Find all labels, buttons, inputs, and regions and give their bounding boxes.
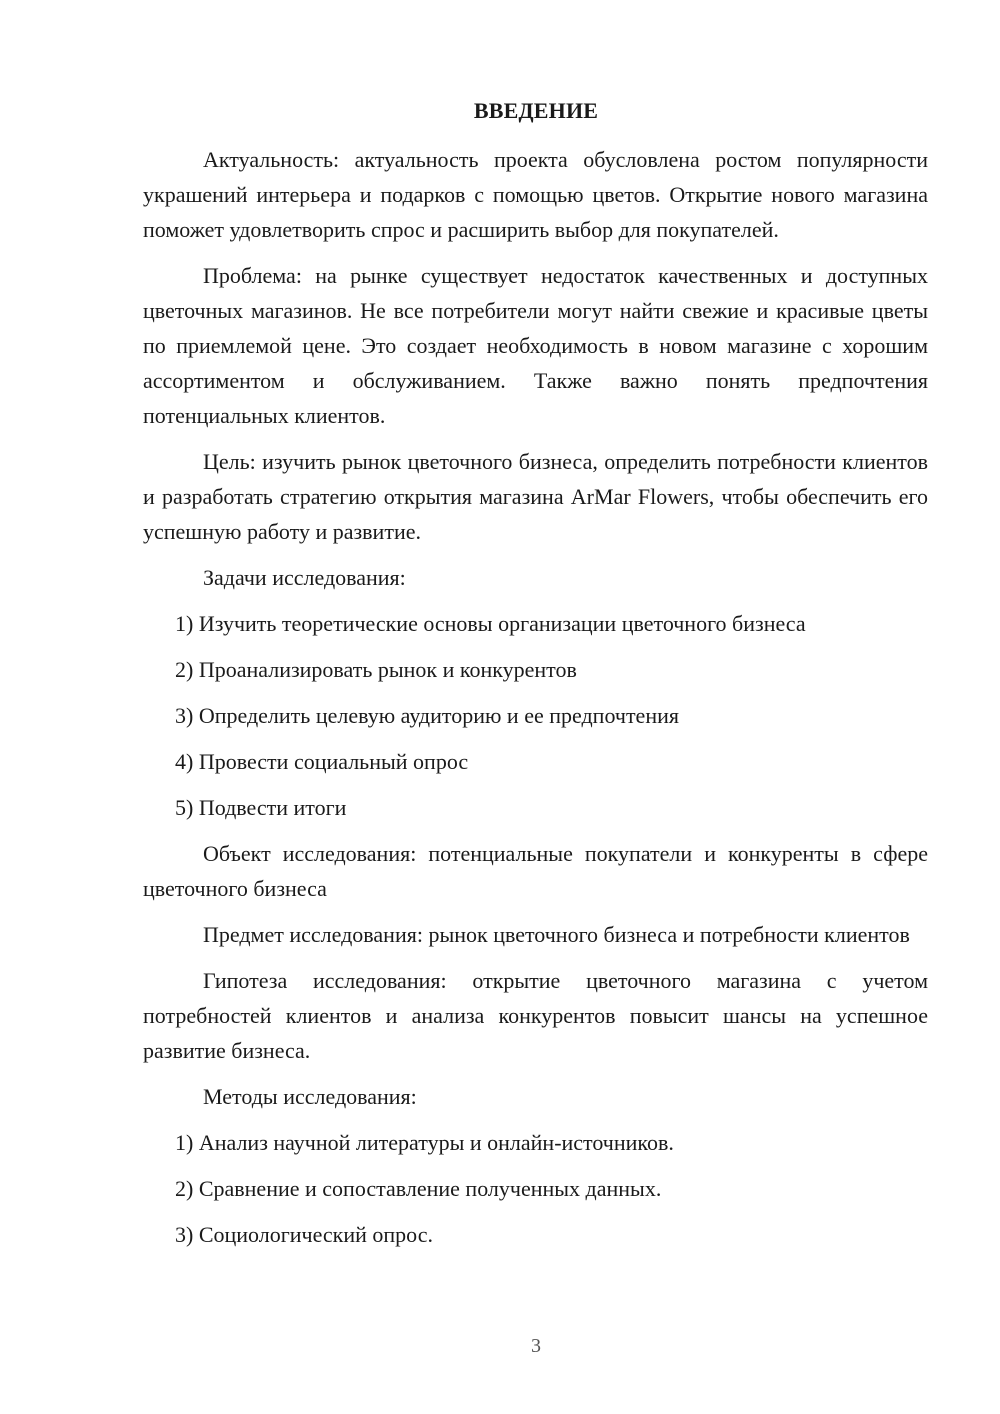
list-item: 4) Провести социальный опрос xyxy=(175,749,469,774)
list-item: 1) Изучить теоретические основы организации цветочного бизнеса xyxy=(175,611,806,636)
methods-list xyxy=(143,1125,928,1252)
problem-paragraph: Проблема: на рынке существует недостаток качественных и доступных цветочных магазинов. Не все потребители могут найти свежие и красивые цветы по приемлемой цене. Это создает необходимость в новом магазине с хорошим ассортиментом и обслуживанием. Также важно понять предпочтения потенциальных клиентов. xyxy=(143,263,928,428)
tasks-list xyxy=(143,606,928,825)
subject-paragraph: Предмет исследования: рынок цветочного бизнеса и потребности клиентов xyxy=(203,922,910,947)
section-heading: ВВЕДЕНИЕ xyxy=(473,98,599,123)
list-item: 2) Проанализировать рынок и конкурентов xyxy=(175,657,577,682)
list-item: 1) Анализ научной литературы и онлайн-источников. xyxy=(175,1130,674,1155)
hypothesis-paragraph: Гипотеза исследования: открытие цветочного магазина с учетом потребностей клиентов и анализа конкурентов повысит шансы на успешное развитие бизнеса. xyxy=(143,968,928,1063)
tasks-title: Задачи исследования: xyxy=(203,565,406,590)
list-item: 5) Подвести итоги xyxy=(175,795,347,820)
list-item: 3) Социологический опрос. xyxy=(175,1222,433,1247)
relevance-paragraph: Актуальность: актуальность проекта обусловлена ростом популярности украшений интерьера и подарков с помощью цветов. Открытие нового магазина поможет удовлетворить спрос и расширить выбор для покупателей. xyxy=(143,147,928,242)
goal-paragraph: Цель: изучить рынок цветочного бизнеса, определить потребности клиентов и разработать стратегию открытия магазина ArMar Flowers, чтобы обеспечить его успешную работу и развитие. xyxy=(143,449,928,544)
body-text xyxy=(143,142,928,1263)
object-paragraph: Объект исследования: потенциальные покупатели и конкуренты в сфере цветочного бизнеса xyxy=(143,841,928,901)
methods-title: Методы исследования: xyxy=(203,1084,417,1109)
page-number: 3 xyxy=(531,1335,541,1357)
list-item: 3) Определить целевую аудиторию и ее предпочтения xyxy=(175,703,679,728)
list-item: 2) Сравнение и сопоставление полученных данных. xyxy=(175,1176,662,1201)
